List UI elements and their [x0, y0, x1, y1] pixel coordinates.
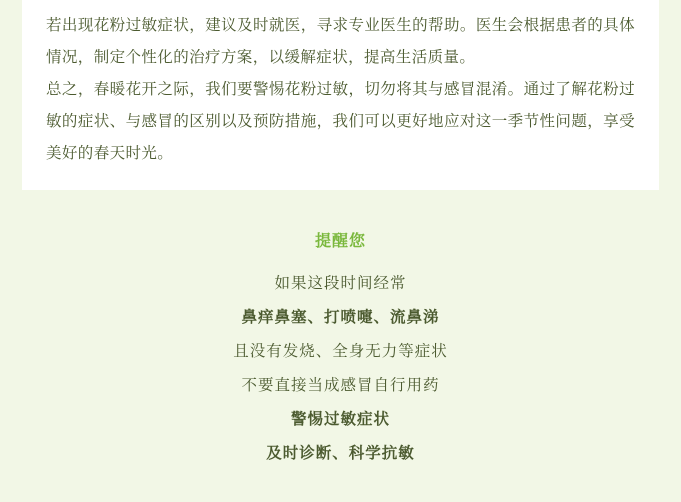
reminder-line-6: 及时诊断、科学抗敏	[266, 445, 415, 462]
reminder-line-5: 警惕过敏症状	[290, 411, 390, 428]
article-paragraph-1: 若出现花粉过敏症状，建议及时就医，寻求专业医生的帮助。医生会根据患者的具体情况，制定个性化的治疗方案，以缓解症状，提高生活质量。	[46, 17, 635, 66]
article-card	[22, 0, 659, 190]
reminder-block	[0, 228, 681, 471]
reminder-line-1: 如果这段时间经常	[274, 275, 407, 292]
reminder-title: 提醒您	[314, 233, 366, 250]
article-paragraph-2: 总之，春暖花开之际，我们要警惕花粉过敏，切勿将其与感冒混淆。通过了解花粉过敏的症状、与感冒的区别以及预防措施，我们可以更好地应对这一季节性问题，享受美好的春天时光。	[46, 81, 635, 162]
reminder-line-3: 且没有发烧、全身无力等症状	[233, 343, 448, 360]
reminder-line-2: 鼻痒鼻塞、打喷嚏、流鼻涕	[241, 309, 440, 326]
reminder-line-4: 不要直接当成感冒自行用药	[241, 377, 440, 394]
